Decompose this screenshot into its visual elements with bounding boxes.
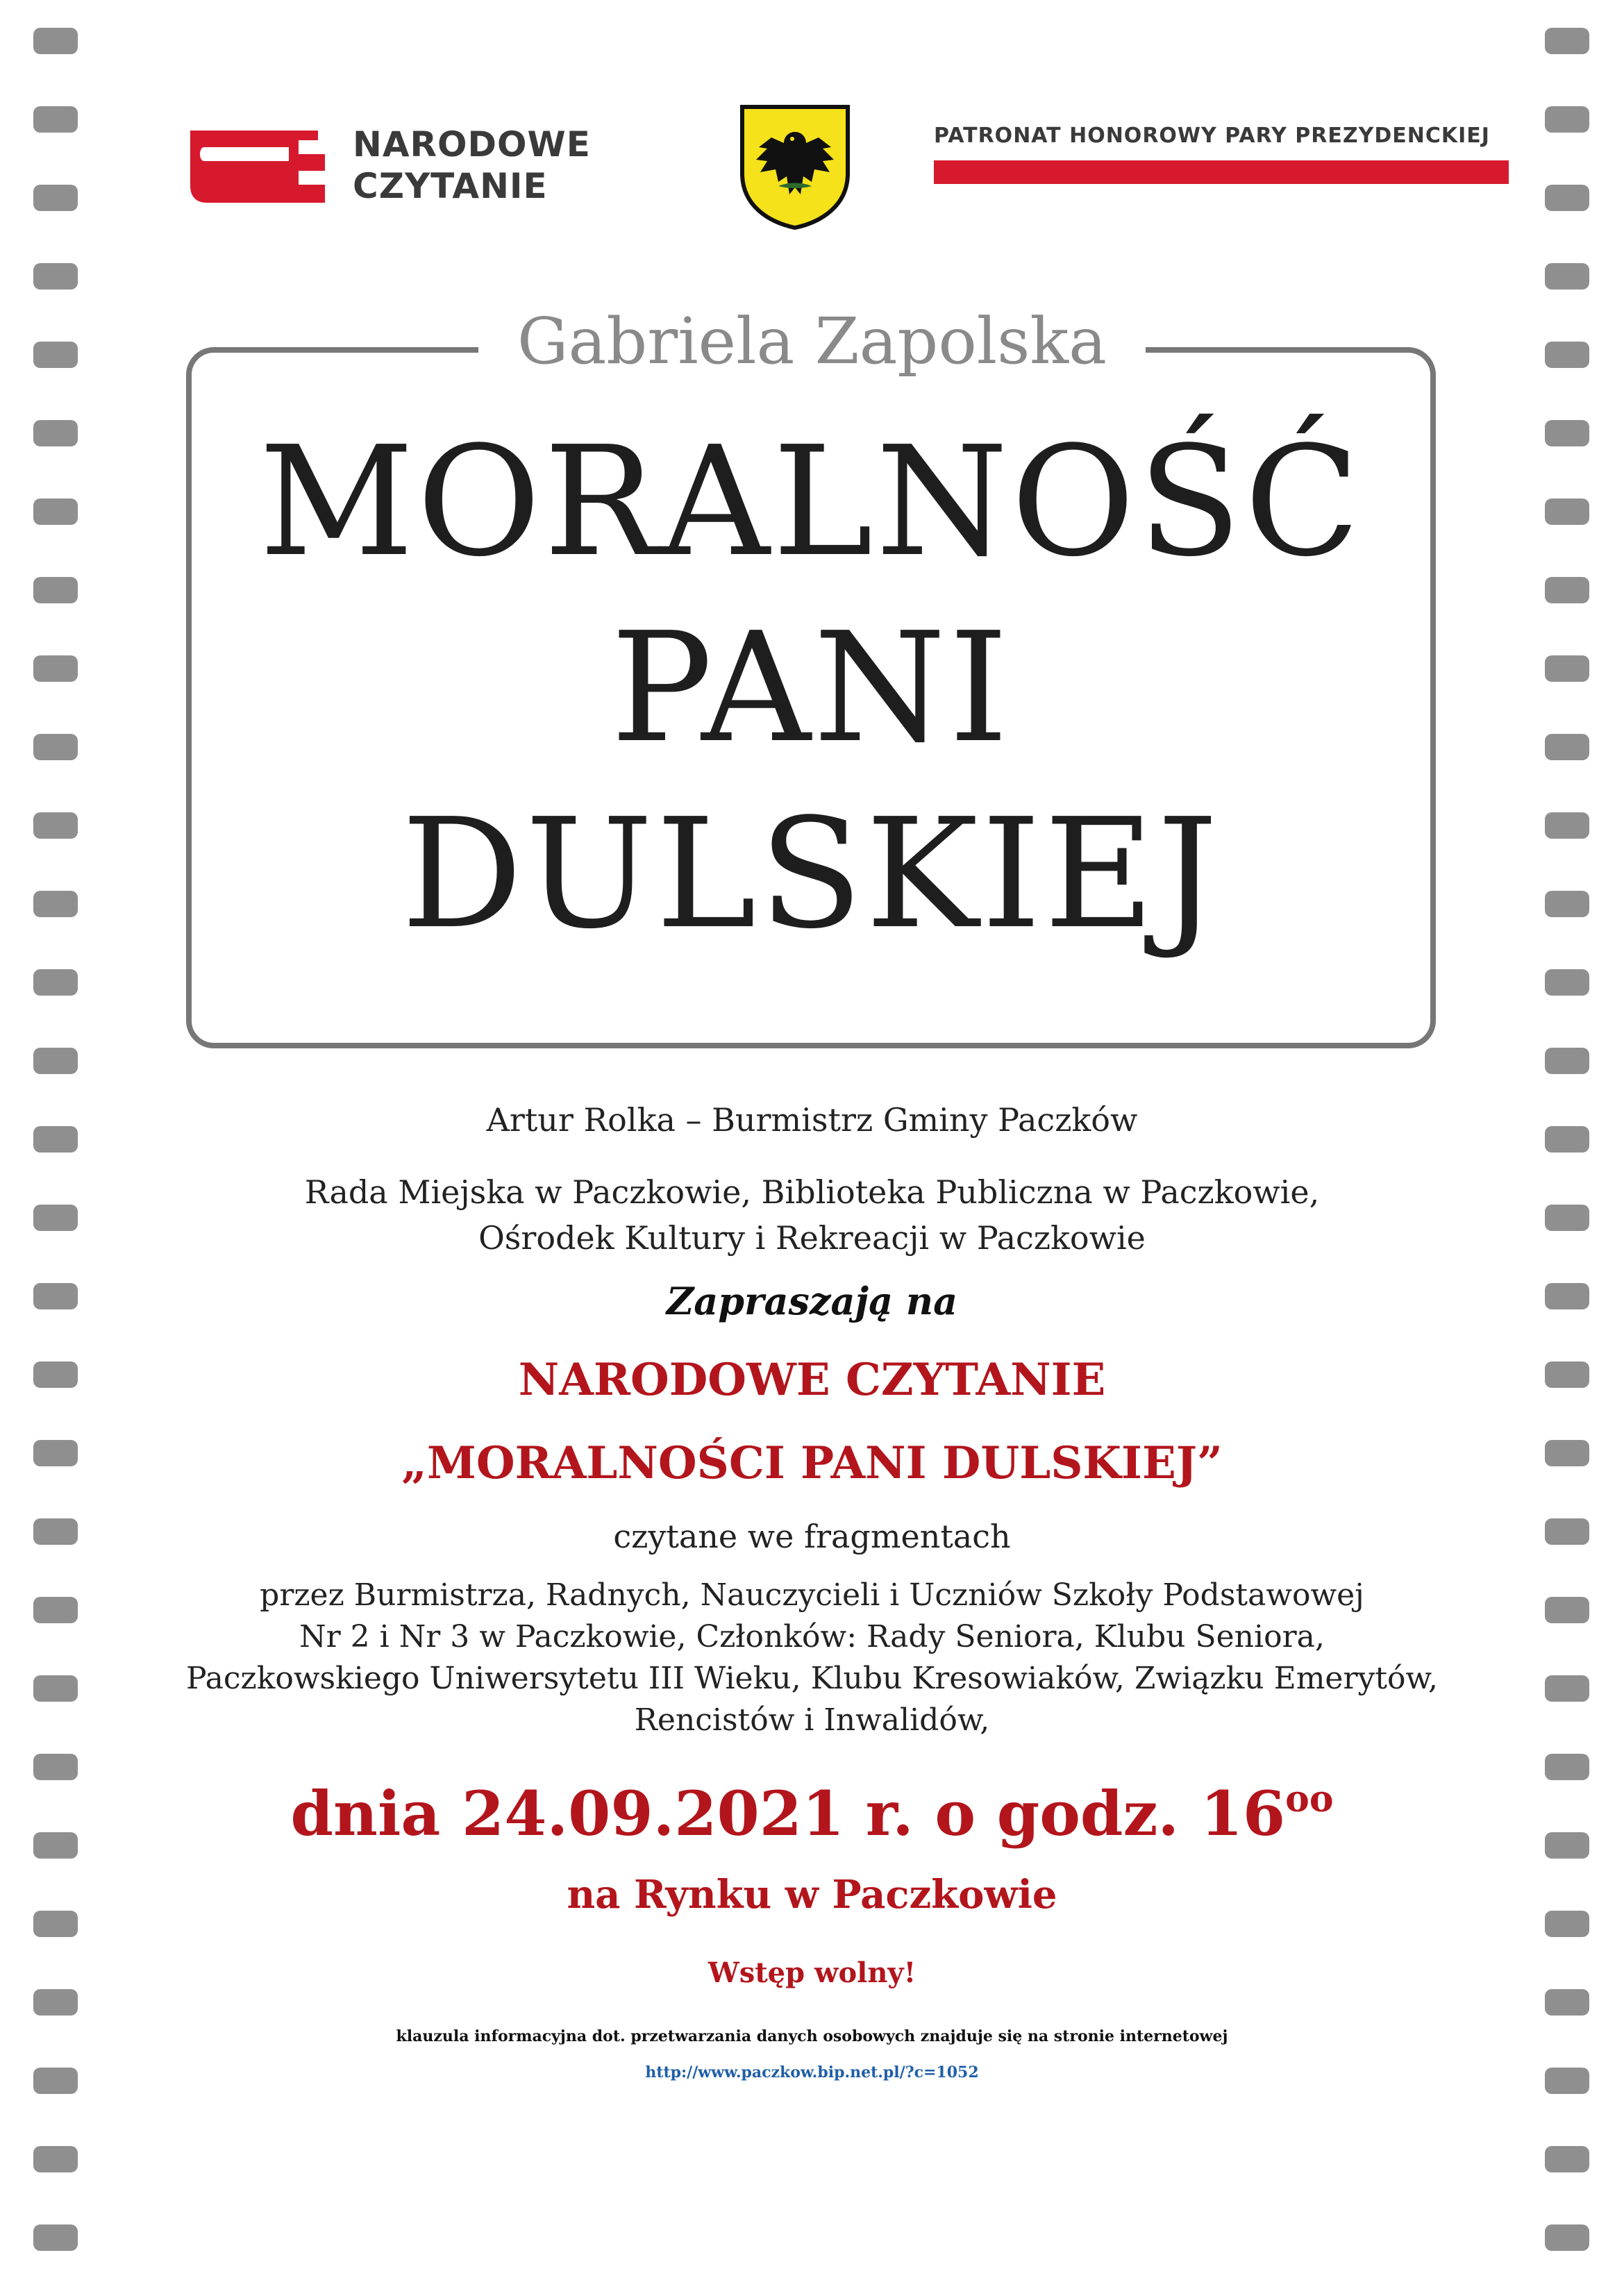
readers-line: Paczkowskiego Uniwersytetu III Wieku, Klubu Kresowiaków, Związku Emerytów, xyxy=(186,1661,1438,1696)
logo-line: CZYTANIE xyxy=(353,166,548,206)
film-perforation xyxy=(1545,1754,1589,1780)
patronage-red-bar xyxy=(934,160,1509,184)
film-perforation xyxy=(33,498,78,525)
free-entry: Wstęp wolny! xyxy=(708,1956,916,1989)
film-perforation xyxy=(33,185,78,211)
coat-of-arms-eagle-icon xyxy=(739,104,851,231)
privacy-link[interactable]: http://www.paczkow.bip.net.pl/?c=1052 xyxy=(645,2063,979,2081)
film-perforation xyxy=(33,2146,78,2172)
narodowe-czytanie-logo xyxy=(186,124,603,221)
readers-line: Rencistów i Inwalidów, xyxy=(634,1702,990,1738)
author-name: Gabriela Zapolska xyxy=(478,304,1146,378)
privacy-clause: klauzula informacyjna dot. przetwarzania danych osobowych znajduje się na stronie internetowej xyxy=(396,2027,1228,2045)
film-perforation xyxy=(33,891,78,917)
organizer-mayor: Artur Rolka – Burmistrz Gminy Paczków xyxy=(486,1101,1138,1139)
film-perforation xyxy=(33,812,78,839)
event-readers xyxy=(0,1575,1624,1741)
film-perforation xyxy=(1545,106,1589,133)
film-perforation xyxy=(1545,1048,1589,1074)
film-perforation xyxy=(1545,498,1589,525)
film-perforation xyxy=(33,420,78,446)
film-perforation xyxy=(1545,2224,1589,2251)
film-perforation xyxy=(33,1048,78,1074)
narodowe-czytanie-wordmark xyxy=(353,124,591,207)
film-perforation xyxy=(33,1989,78,2016)
film-perforation xyxy=(1545,812,1589,839)
event-place: na Rynku w Paczkowie xyxy=(567,1872,1057,1918)
event-fragments: czytane we fragmentach xyxy=(613,1518,1011,1555)
event-name: NARODOWE CZYTANIE xyxy=(518,1354,1106,1406)
film-perforation xyxy=(1545,185,1589,211)
event-date xyxy=(0,1777,1624,1850)
organizer-institutions-2: Ośrodek Kultury i Rekreacji w Paczkowie xyxy=(478,1219,1146,1257)
film-perforation xyxy=(33,969,78,996)
film-perforation xyxy=(1545,263,1589,290)
presidential-patronage xyxy=(934,124,1510,184)
film-perforation xyxy=(33,734,78,760)
film-perforation xyxy=(1545,577,1589,603)
film-perforation xyxy=(1545,28,1589,54)
invite-heading: Zapraszają na xyxy=(666,1279,958,1323)
film-perforation xyxy=(33,577,78,603)
patronage-label: PATRONAT HONOROWY PARY PREZYDENCKIEJ xyxy=(934,124,1490,148)
film-perforation xyxy=(1545,969,1589,996)
logo-line: NARODOWE xyxy=(353,124,591,165)
book-title-line: DULSKIEJ xyxy=(401,787,1221,962)
film-perforation xyxy=(1545,891,1589,917)
event-date-main: dnia 24.09.2021 r. o godz. 16 xyxy=(290,1777,1286,1850)
film-perforation xyxy=(1545,1989,1589,2016)
book-title-line: MORALNOŚĆ xyxy=(259,414,1363,590)
film-perforation xyxy=(33,28,78,54)
book-title xyxy=(186,410,1436,968)
film-perforation xyxy=(33,655,78,682)
event-date-minutes: oo xyxy=(1285,1778,1334,1820)
film-perforation xyxy=(1545,420,1589,446)
film-perforation xyxy=(33,263,78,290)
film-perforation xyxy=(33,106,78,133)
book-icon xyxy=(186,131,332,207)
organizer-institutions-1: Rada Miejska w Paczkowie, Biblioteka Publiczna w Paczkowie, xyxy=(304,1173,1320,1211)
book-author xyxy=(0,304,1624,378)
film-perforation xyxy=(33,2224,78,2251)
film-perforation xyxy=(1545,655,1589,682)
film-perforation xyxy=(33,1754,78,1780)
event-title: „MORALNOŚCI PANI DULSKIEJ” xyxy=(401,1437,1223,1489)
readers-line: przez Burmistrza, Radnych, Nauczycieli i Uczniów Szkoły Podstawowej xyxy=(260,1577,1364,1613)
film-perforation xyxy=(1545,734,1589,760)
book-title-line: PANI xyxy=(610,601,1012,776)
readers-line: Nr 2 i Nr 3 w Paczkowie, Członków: Rady Seniora, Klubu Seniora, xyxy=(299,1619,1325,1654)
film-perforation xyxy=(1545,2146,1589,2172)
